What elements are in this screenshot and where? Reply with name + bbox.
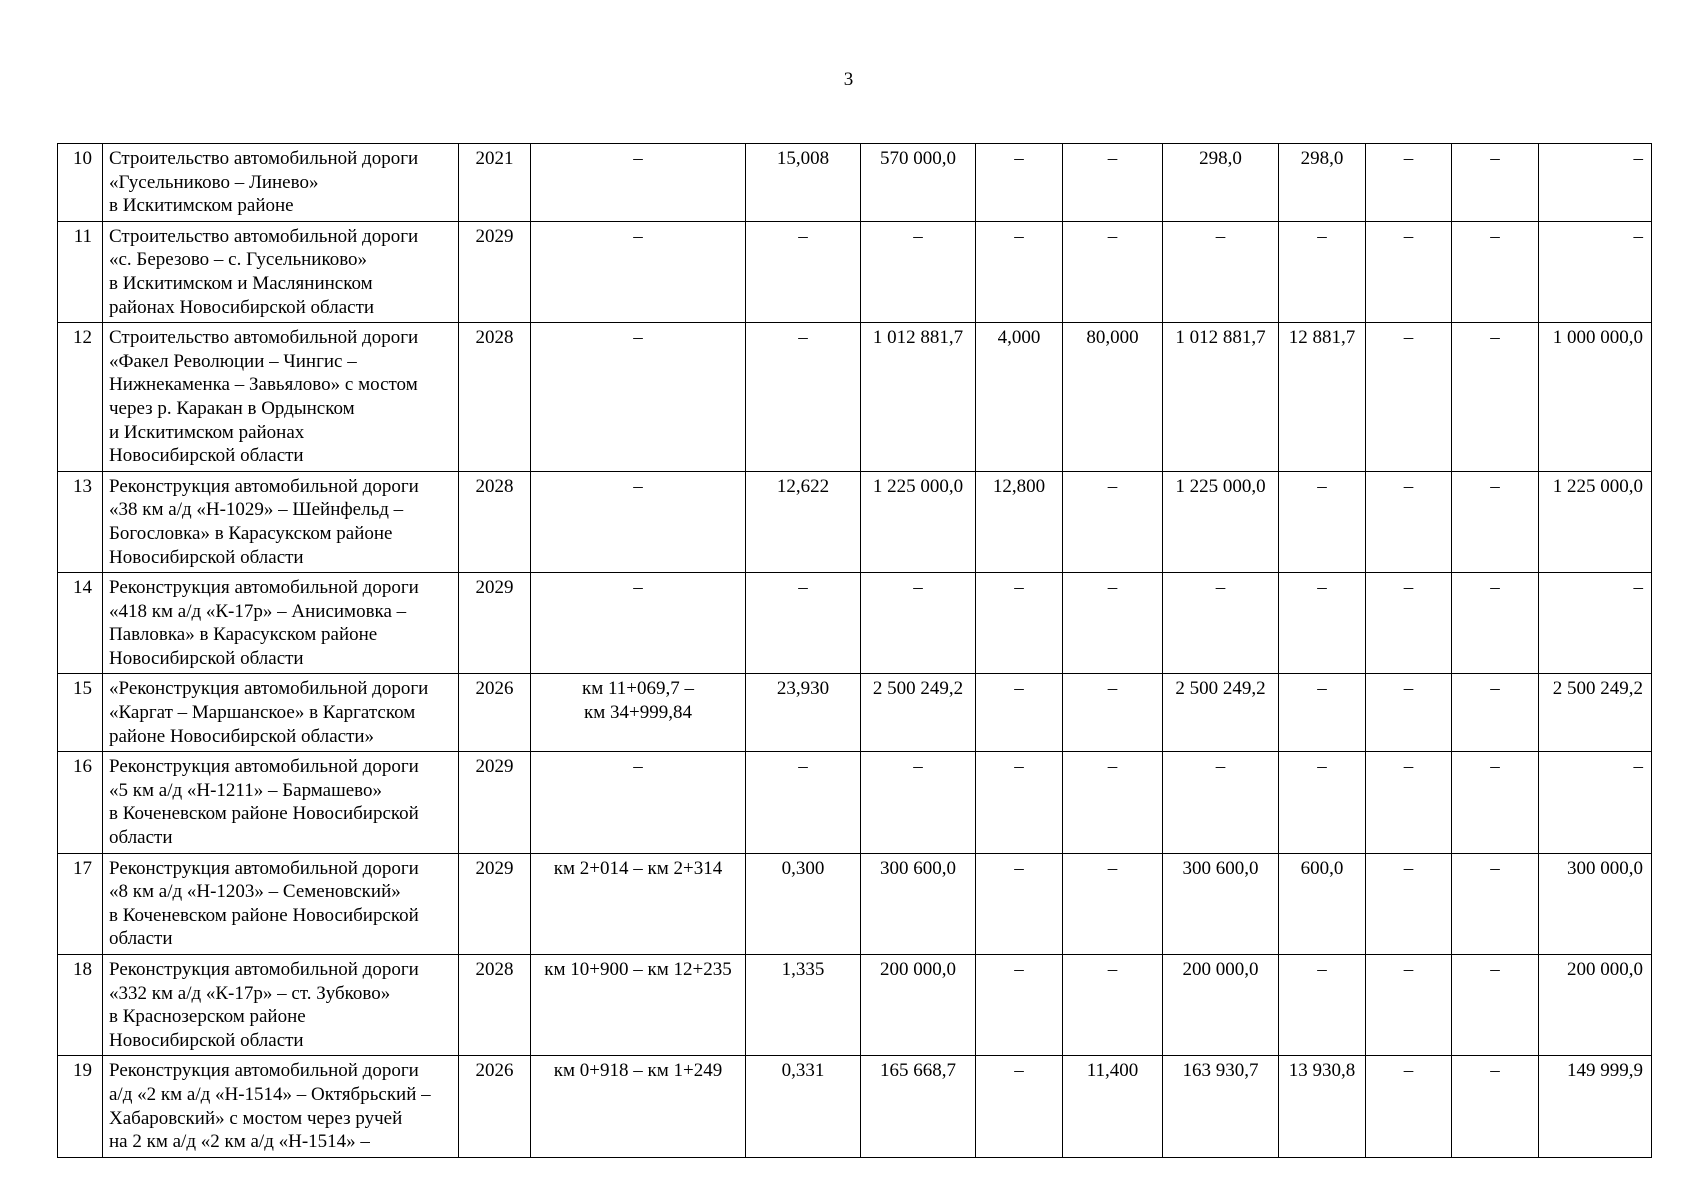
road-projects-table <box>57 143 1652 1158</box>
value-cell: – <box>1279 221 1366 322</box>
row-number: 10 <box>58 144 103 222</box>
row-number: 14 <box>58 573 103 674</box>
project-name: Строительство автомобильной дороги «Факел Революции – Чингис – Нижнекаменка – Завьялово» с мостом через р. Каракан в Ордынском и Искитимском районах Новосибирской области <box>103 323 459 472</box>
value-cell: – <box>1063 221 1163 322</box>
value-cell: – <box>1279 573 1366 674</box>
value-cell: 300 600,0 <box>861 853 976 954</box>
section-cell: – <box>531 471 746 572</box>
year-cell: 2028 <box>459 323 531 472</box>
table-row <box>58 674 1652 752</box>
value-cell: – <box>1366 752 1452 853</box>
value-cell: 1 012 881,7 <box>861 323 976 472</box>
length-cell: 12,622 <box>746 471 861 572</box>
value-cell: 298,0 <box>1163 144 1279 222</box>
length-cell: 0,300 <box>746 853 861 954</box>
value-cell: – <box>861 752 976 853</box>
project-name: Реконструкция автомобильной дороги «5 км а/д «Н-1211» – Бармашево» в Коченевском районе Новосибирской области <box>103 752 459 853</box>
value-cell: 149 999,9 <box>1539 1056 1652 1157</box>
value-cell: – <box>1163 221 1279 322</box>
value-cell: 4,000 <box>976 323 1063 472</box>
value-cell: – <box>1279 471 1366 572</box>
value-cell: – <box>1366 144 1452 222</box>
year-cell: 2028 <box>459 471 531 572</box>
value-cell: – <box>1539 573 1652 674</box>
value-cell: 12 881,7 <box>1279 323 1366 472</box>
value-cell: – <box>1452 752 1539 853</box>
value-cell: 1 225 000,0 <box>1539 471 1652 572</box>
value-cell: – <box>1063 674 1163 752</box>
value-cell: 2 500 249,2 <box>861 674 976 752</box>
value-cell: 300 000,0 <box>1539 853 1652 954</box>
value-cell: – <box>1539 752 1652 853</box>
section-cell: км 10+900 – км 12+235 <box>531 955 746 1056</box>
value-cell: 165 668,7 <box>861 1056 976 1157</box>
value-cell: – <box>861 221 976 322</box>
project-name: Строительство автомобильной дороги «с. Березово – с. Гусельниково» в Искитимском и Маслянинском районах Новосибирской области <box>103 221 459 322</box>
table-row <box>58 1056 1652 1157</box>
value-cell: – <box>976 144 1063 222</box>
value-cell: – <box>1063 853 1163 954</box>
value-cell: – <box>976 221 1063 322</box>
year-cell: 2029 <box>459 573 531 674</box>
value-cell: – <box>1366 674 1452 752</box>
value-cell: – <box>1452 674 1539 752</box>
length-cell: – <box>746 323 861 472</box>
value-cell: – <box>976 1056 1063 1157</box>
year-cell: 2026 <box>459 1056 531 1157</box>
row-number: 13 <box>58 471 103 572</box>
section-cell: км 0+918 – км 1+249 <box>531 1056 746 1157</box>
value-cell: – <box>1452 955 1539 1056</box>
project-name: Строительство автомобильной дороги «Гусельниково – Линево» в Искитимском районе <box>103 144 459 222</box>
length-cell: – <box>746 221 861 322</box>
length-cell: 15,008 <box>746 144 861 222</box>
value-cell: 200 000,0 <box>861 955 976 1056</box>
value-cell: – <box>1063 752 1163 853</box>
project-name: Реконструкция автомобильной дороги «8 км а/д «Н-1203» – Семеновский» в Коченевском районе Новосибирской области <box>103 853 459 954</box>
value-cell: – <box>1279 955 1366 1056</box>
section-cell: – <box>531 752 746 853</box>
value-cell: – <box>1539 144 1652 222</box>
value-cell: – <box>1366 573 1452 674</box>
value-cell: 80,000 <box>1063 323 1163 472</box>
value-cell: 1 012 881,7 <box>1163 323 1279 472</box>
table-row <box>58 573 1652 674</box>
section-cell: – <box>531 323 746 472</box>
row-number: 11 <box>58 221 103 322</box>
length-cell: – <box>746 573 861 674</box>
table-row <box>58 221 1652 322</box>
value-cell: – <box>1366 1056 1452 1157</box>
table-row <box>58 144 1652 222</box>
value-cell: – <box>976 955 1063 1056</box>
value-cell: 600,0 <box>1279 853 1366 954</box>
value-cell: 163 930,7 <box>1163 1056 1279 1157</box>
value-cell: – <box>1366 471 1452 572</box>
row-number: 16 <box>58 752 103 853</box>
year-cell: 2029 <box>459 752 531 853</box>
length-cell: 23,930 <box>746 674 861 752</box>
value-cell: 12,800 <box>976 471 1063 572</box>
value-cell: – <box>1163 573 1279 674</box>
value-cell: 570 000,0 <box>861 144 976 222</box>
value-cell: 298,0 <box>1279 144 1366 222</box>
value-cell: – <box>1452 323 1539 472</box>
section-cell: – <box>531 221 746 322</box>
value-cell: – <box>1063 471 1163 572</box>
section-cell: – <box>531 573 746 674</box>
project-name: Реконструкция автомобильной дороги «38 км а/д «Н-1029» – Шейнфельд – Богословка» в Карасукском районе Новосибирской области <box>103 471 459 572</box>
row-number: 12 <box>58 323 103 472</box>
value-cell: – <box>1452 221 1539 322</box>
project-name: «Реконструкция автомобильной дороги «Каргат – Маршанское» в Каргатском районе Новосибирской области» <box>103 674 459 752</box>
value-cell: – <box>1452 471 1539 572</box>
value-cell: – <box>976 752 1063 853</box>
value-cell: – <box>1366 221 1452 322</box>
value-cell: – <box>1366 323 1452 472</box>
value-cell: – <box>1452 1056 1539 1157</box>
value-cell: – <box>1366 853 1452 954</box>
value-cell: 200 000,0 <box>1539 955 1652 1056</box>
value-cell: – <box>1452 573 1539 674</box>
row-number: 15 <box>58 674 103 752</box>
value-cell: 200 000,0 <box>1163 955 1279 1056</box>
value-cell: – <box>1452 853 1539 954</box>
value-cell: 11,400 <box>1063 1056 1163 1157</box>
length-cell: 0,331 <box>746 1056 861 1157</box>
table-row <box>58 752 1652 853</box>
value-cell: 1 225 000,0 <box>1163 471 1279 572</box>
value-cell: – <box>1063 955 1163 1056</box>
value-cell: 1 225 000,0 <box>861 471 976 572</box>
value-cell: – <box>1539 221 1652 322</box>
value-cell: – <box>1063 144 1163 222</box>
length-cell: 1,335 <box>746 955 861 1056</box>
value-cell: – <box>1279 752 1366 853</box>
value-cell: – <box>976 573 1063 674</box>
year-cell: 2029 <box>459 853 531 954</box>
row-number: 18 <box>58 955 103 1056</box>
value-cell: 300 600,0 <box>1163 853 1279 954</box>
value-cell: 2 500 249,2 <box>1163 674 1279 752</box>
value-cell: – <box>976 853 1063 954</box>
table-body <box>58 144 1652 1158</box>
project-name: Реконструкция автомобильной дороги «332 км а/д «К-17р» – ст. Зубково» в Краснозерском районе Новосибирской области <box>103 955 459 1056</box>
year-cell: 2021 <box>459 144 531 222</box>
table-row <box>58 471 1652 572</box>
row-number: 17 <box>58 853 103 954</box>
year-cell: 2029 <box>459 221 531 322</box>
project-name: Реконструкция автомобильной дороги «418 км а/д «К-17р» – Анисимовка – Павловка» в Карасукском районе Новосибирской области <box>103 573 459 674</box>
section-cell: км 2+014 – км 2+314 <box>531 853 746 954</box>
section-cell: – <box>531 144 746 222</box>
page-number: 3 <box>843 69 854 90</box>
row-number: 19 <box>58 1056 103 1157</box>
value-cell: 13 930,8 <box>1279 1056 1366 1157</box>
value-cell: – <box>976 674 1063 752</box>
value-cell: – <box>1279 674 1366 752</box>
year-cell: 2028 <box>459 955 531 1056</box>
table-row <box>58 955 1652 1056</box>
section-cell: км 11+069,7 – км 34+999,84 <box>531 674 746 752</box>
value-cell: – <box>861 573 976 674</box>
length-cell: – <box>746 752 861 853</box>
year-cell: 2026 <box>459 674 531 752</box>
value-cell: – <box>1163 752 1279 853</box>
value-cell: 1 000 000,0 <box>1539 323 1652 472</box>
table-row <box>58 853 1652 954</box>
value-cell: – <box>1366 955 1452 1056</box>
value-cell: – <box>1063 573 1163 674</box>
table-row <box>58 323 1652 472</box>
value-cell: 2 500 249,2 <box>1539 674 1652 752</box>
value-cell: – <box>1452 144 1539 222</box>
project-name: Реконструкция автомобильной дороги а/д «2 км а/д «Н-1514» – Октябрьский – Хабаровский» с мостом через ручей на 2 км а/д «2 км а/д «Н-1514» – <box>103 1056 459 1157</box>
